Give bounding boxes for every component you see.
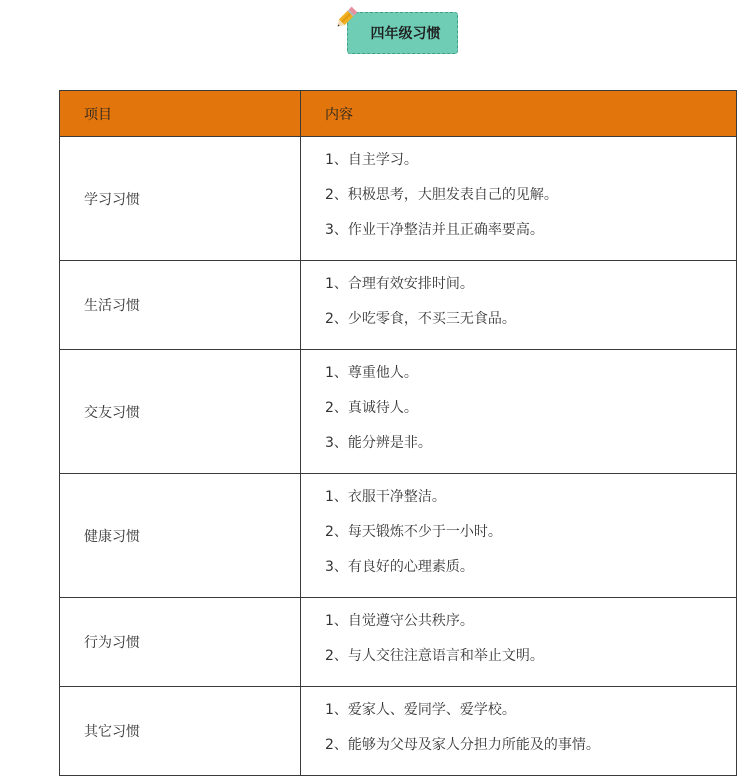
habits-table (59, 90, 737, 776)
row-category: 行为习惯 (60, 598, 301, 687)
list-item: 3、能分辨是非。 (325, 435, 432, 451)
list-item: 1、自主学习。 (325, 152, 418, 168)
list-item: 2、能够为父母及家人分担力所能及的事情。 (325, 737, 600, 753)
row-category: 其它习惯 (60, 687, 301, 776)
table-header-row (60, 91, 737, 137)
header-content: 内容 (301, 91, 737, 137)
page-title: 四年级习惯 (370, 26, 441, 42)
list-item: 2、每天锻炼不少于一小时。 (325, 524, 502, 540)
header-category: 项目 (60, 91, 301, 137)
list-item: 3、有良好的心理素质。 (325, 559, 474, 575)
list-item: 2、与人交往注意语言和举止文明。 (325, 648, 544, 664)
list-item: 1、尊重他人。 (325, 365, 418, 381)
pencil-icon (333, 5, 359, 31)
list-item: 3、作业干净整洁并且正确率要高。 (325, 222, 544, 238)
table-row (60, 474, 737, 598)
list-item: 2、少吃零食，不买三无食品。 (325, 311, 516, 327)
table-row (60, 137, 737, 261)
table-row (60, 598, 737, 687)
row-items (301, 350, 737, 474)
title-badge (347, 12, 458, 54)
row-category: 交友习惯 (60, 350, 301, 474)
list-item: 1、衣服干净整洁。 (325, 489, 446, 505)
row-items (301, 687, 737, 776)
row-items (301, 474, 737, 598)
table-row (60, 687, 737, 776)
row-items (301, 137, 737, 261)
row-category: 生活习惯 (60, 261, 301, 350)
list-item: 1、合理有效安排时间。 (325, 276, 474, 292)
list-item: 2、积极思考，大胆发表自己的见解。 (325, 187, 558, 203)
list-item: 2、真诚待人。 (325, 400, 418, 416)
row-items (301, 261, 737, 350)
row-category: 健康习惯 (60, 474, 301, 598)
list-item: 1、自觉遵守公共秩序。 (325, 613, 474, 629)
row-category: 学习习惯 (60, 137, 301, 261)
table-row (60, 350, 737, 474)
row-items (301, 598, 737, 687)
list-item: 1、爱家人、爱同学、爱学校。 (325, 702, 516, 718)
table-row (60, 261, 737, 350)
